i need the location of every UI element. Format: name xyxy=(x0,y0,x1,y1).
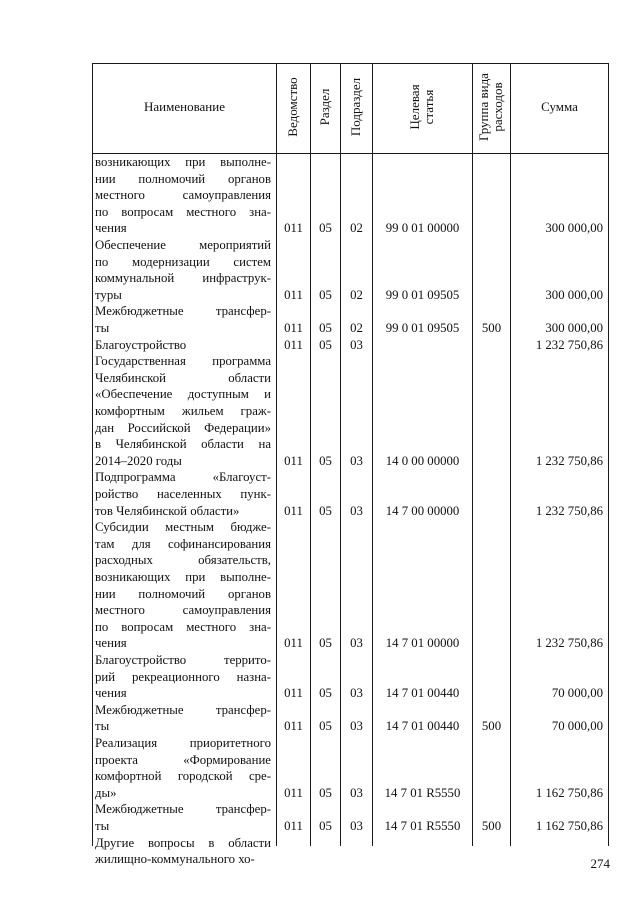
row-podrazdel: 03 xyxy=(350,785,363,800)
row-expense-group: 500 xyxy=(481,719,502,734)
row-target-article: 14 7 01 R5550 xyxy=(384,819,461,833)
row-name-line: расходных обязательств, xyxy=(95,553,271,568)
col-border-name-left xyxy=(92,63,93,846)
header-vedomstvo: Ведомство xyxy=(285,77,300,137)
row-razdel: 05 xyxy=(319,686,332,701)
row-razdel: 05 xyxy=(319,719,332,734)
row-sum: 1 232 750,86 xyxy=(535,337,603,352)
row-name-line: Подпрограмма «Благоуст- xyxy=(95,470,271,485)
row-name-line: Межбюджетные трансфер- xyxy=(95,802,271,817)
row-name-line: местного самоуправления xyxy=(95,603,271,618)
row-name-line: чения xyxy=(95,221,127,236)
row-name-line: Межбюджетные трансфер- xyxy=(95,702,271,717)
row-name-line: ты xyxy=(95,818,110,833)
row-podrazdel: 03 xyxy=(350,819,363,833)
row-name-line: возникающих при выполне- xyxy=(95,569,271,584)
row-name-line: Челябинской области xyxy=(95,370,271,385)
row-podrazdel: 02 xyxy=(350,287,363,302)
row-podrazdel: 03 xyxy=(350,337,363,352)
row-vedomstvo: 011 xyxy=(284,453,303,468)
row-name-line: туры xyxy=(95,287,122,302)
row-razdel: 05 xyxy=(319,819,332,833)
row-name-line: ройство населенных пунк- xyxy=(95,486,271,501)
row-podrazdel: 02 xyxy=(350,321,363,335)
row-name-line: проекта «Формирование xyxy=(95,752,271,767)
header-sum: Сумма xyxy=(541,99,578,114)
row-name-line: ты xyxy=(95,719,110,734)
row-sum: 70 000,00 xyxy=(551,719,603,734)
header-target-article xyxy=(408,62,436,152)
row-name xyxy=(95,835,271,868)
row-target-article: 14 0 00 00000 xyxy=(385,453,460,468)
row-name-line: Государственная программа xyxy=(95,354,271,369)
row-vedomstvo: 011 xyxy=(284,636,303,651)
row-target-article: 14 7 01 00440 xyxy=(385,719,460,734)
row-name-line: комфортным жильем граж- xyxy=(95,403,271,418)
row-name xyxy=(95,303,271,336)
row-target-article: 99 0 01 09505 xyxy=(385,321,460,335)
row-target-article: 99 0 01 00000 xyxy=(385,221,460,236)
row-target-article: 99 0 01 09505 xyxy=(385,287,460,302)
row-name-line: Обеспечение мероприятий xyxy=(95,238,271,252)
row-name-line: тов Челябинской области» xyxy=(95,503,240,518)
header-group-line1: Группа вида xyxy=(476,73,491,141)
row-target-article: 14 7 01 00000 xyxy=(385,636,460,651)
row-vedomstvo: 011 xyxy=(284,719,303,734)
row-sum: 300 000,00 xyxy=(545,321,603,335)
row-sum: 1 162 750,86 xyxy=(535,785,603,800)
row-razdel: 05 xyxy=(319,337,332,352)
row-name-line: нии полномочий органов xyxy=(95,171,271,186)
header-razdel: Раздел xyxy=(317,88,332,126)
row-name-line: местного самоуправления xyxy=(95,188,271,203)
row-name-line: нии полномочий органов xyxy=(95,586,271,601)
row-sum: 300 000,00 xyxy=(545,287,603,302)
row-name xyxy=(95,154,271,237)
row-name-line: по вопросам местного зна- xyxy=(95,619,271,634)
row-name xyxy=(95,519,271,652)
row-name-line: «Обеспечение доступным и xyxy=(95,387,271,402)
row-name-line: там для софинансирования xyxy=(95,536,271,551)
row-name xyxy=(95,735,271,801)
row-sum: 1 232 750,86 xyxy=(535,503,603,518)
row-vedomstvo: 011 xyxy=(284,819,303,833)
row-podrazdel: 02 xyxy=(350,221,363,236)
row-razdel: 05 xyxy=(319,287,332,302)
row-target-article: 14 7 00 00000 xyxy=(385,503,460,518)
row-name-line: Реализация приоритетного xyxy=(95,736,271,750)
row-name xyxy=(95,237,271,303)
header-expense-group xyxy=(477,62,505,152)
row-name-line: ты xyxy=(95,320,110,335)
row-sum: 1 162 750,86 xyxy=(535,819,603,833)
row-razdel: 05 xyxy=(319,636,332,651)
row-name-line: чения xyxy=(95,636,127,651)
row-expense-group: 500 xyxy=(481,321,502,335)
header-podrazdel: Подраздел xyxy=(348,77,363,137)
row-expense-group: 500 xyxy=(481,819,502,833)
row-name-line: рий рекреационного назна- xyxy=(95,669,271,684)
row-vedomstvo: 011 xyxy=(284,287,303,302)
row-name-line: комфортной городской сре- xyxy=(95,769,271,784)
row-name-line: 2014–2020 годы xyxy=(95,453,182,468)
row-podrazdel: 03 xyxy=(350,719,363,734)
row-target-article: 14 7 01 R5550 xyxy=(384,785,461,800)
row-name xyxy=(95,469,271,519)
row-razdel: 05 xyxy=(319,321,332,335)
row-sum: 300 000,00 xyxy=(545,221,603,236)
row-podrazdel: 03 xyxy=(350,503,363,518)
header-target-line2: статья xyxy=(421,89,436,125)
row-name-line: по модернизации систем xyxy=(95,254,271,269)
row-podrazdel: 03 xyxy=(350,686,363,701)
row-name-line: в Челябинской области на xyxy=(95,437,271,452)
row-vedomstvo: 011 xyxy=(284,503,303,518)
row-name xyxy=(95,353,271,469)
row-razdel: 05 xyxy=(319,221,332,236)
row-name-line: Другие вопросы в области xyxy=(95,835,271,850)
row-name-line: по вопросам местного зна- xyxy=(95,204,271,219)
header-name: Наименование xyxy=(144,99,225,114)
row-target-article: 14 7 01 00440 xyxy=(385,686,460,701)
row-vedomstvo: 011 xyxy=(284,785,303,800)
header-target-line1: Целевая xyxy=(407,84,422,130)
row-razdel: 05 xyxy=(319,785,332,800)
row-name-line: ды» xyxy=(95,785,117,800)
row-podrazdel: 03 xyxy=(350,453,363,468)
row-name-line: дан Российской Федерации» xyxy=(95,420,271,435)
row-sum: 70 000,00 xyxy=(551,686,603,701)
row-sum: 1 232 750,86 xyxy=(535,453,603,468)
row-name-line: Субсидии местным бюдже- xyxy=(95,520,271,535)
row-vedomstvo: 011 xyxy=(284,321,303,335)
row-name-line: Межбюджетные трансфер- xyxy=(95,304,271,319)
row-name xyxy=(95,801,271,834)
row-name xyxy=(95,652,271,702)
row-name-line: Благоустройство террито- xyxy=(95,653,271,667)
row-name-line: коммунальной инфраструк- xyxy=(95,271,271,286)
row-vedomstvo: 011 xyxy=(284,337,303,352)
row-vedomstvo: 011 xyxy=(284,686,303,701)
row-name-line: чения xyxy=(95,686,127,701)
header-group-line2: расходов xyxy=(490,82,505,132)
row-name-line: жилищно-коммунального хо- xyxy=(95,852,255,867)
row-sum: 1 232 750,86 xyxy=(535,636,603,651)
row-name xyxy=(95,337,271,354)
row-name-line: возникающих при выполне- xyxy=(95,155,271,169)
row-razdel: 05 xyxy=(319,503,332,518)
page-number: 274 xyxy=(590,856,610,871)
col-border-sum-right xyxy=(608,63,609,846)
row-podrazdel: 03 xyxy=(350,636,363,651)
row-name xyxy=(95,702,271,735)
row-vedomstvo: 011 xyxy=(284,221,303,236)
row-name-line: Благоустройство xyxy=(95,337,187,352)
row-razdel: 05 xyxy=(319,453,332,468)
